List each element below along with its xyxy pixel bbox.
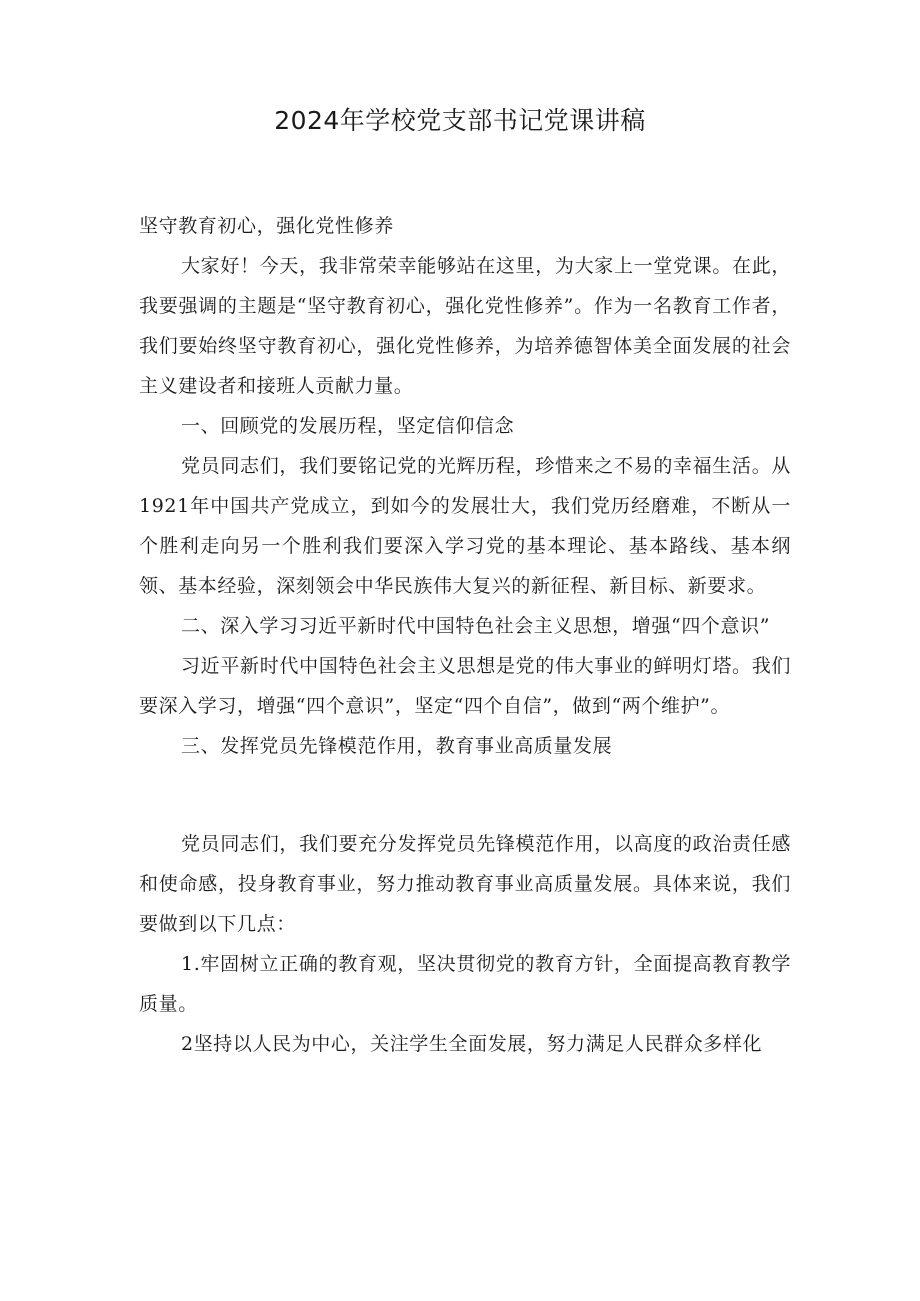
section-heading-2: 二、深入学习习近平新时代中国特色社会主义思想，增强“四个意识” [181, 615, 771, 637]
paragraph-intro: 大家好！今天，我非常荣幸能够站在这里，为大家上一堂党课。在此，我要强调的主题是“坚守教育初心，强化党性修养”。作为一名教育工作者，我们要始终坚守教育初心，强化党性修养，为培养德智体美全面发展的社会主义建设者和接班人贡献力量。 [139, 255, 791, 397]
paragraph-section-3: 党员同志们，我们要充分发挥党员先锋模范作用，以高度的政治责任感和使命感，投身教育事业，努力推动教育事业高质量发展。具体来说，我们要做到以下几点： [139, 833, 791, 935]
document-body [139, 206, 791, 1064]
list-item-2: 2坚持以人民为中心，关注学生全面发展，努力满足人民群众多样化 [181, 1033, 763, 1055]
paragraph-gap [139, 766, 791, 824]
list-item-1: 1.牢固树立正确的教育观，坚决贯彻党的教育方针，全面提高教育教学质量。 [139, 953, 791, 1015]
section-heading-3: 三、发挥党员先锋模范作用，教育事业高质量发展 [181, 735, 613, 757]
paragraph-section-1: 党员同志们，我们要铭记党的光辉历程，珍惜来之不易的幸福生活。从1921年中国共产党成立，到如今的发展壮大，我们党历经磨难，不断从一个胜利走向另一个胜利我们要深入学习党的基本理论、基本路线、基本纲领、基本经验，深刻领会中华民族伟大复兴的新征程、新目标、新要求。 [139, 455, 791, 597]
document-title: 2024年学校党支部书记党课讲稿 [274, 106, 646, 135]
paragraph-section-2: 习近平新时代中国特色社会主义思想是党的伟大事业的鲜明灯塔。我们要深入学习，增强“四个意识”，坚定“四个自信”，做到“两个维护”。 [139, 655, 791, 717]
section-heading-1: 一、回顾党的发展历程，坚定信仰信念 [181, 415, 515, 437]
document-subtitle: 坚守教育初心，强化党性修养 [139, 215, 394, 237]
